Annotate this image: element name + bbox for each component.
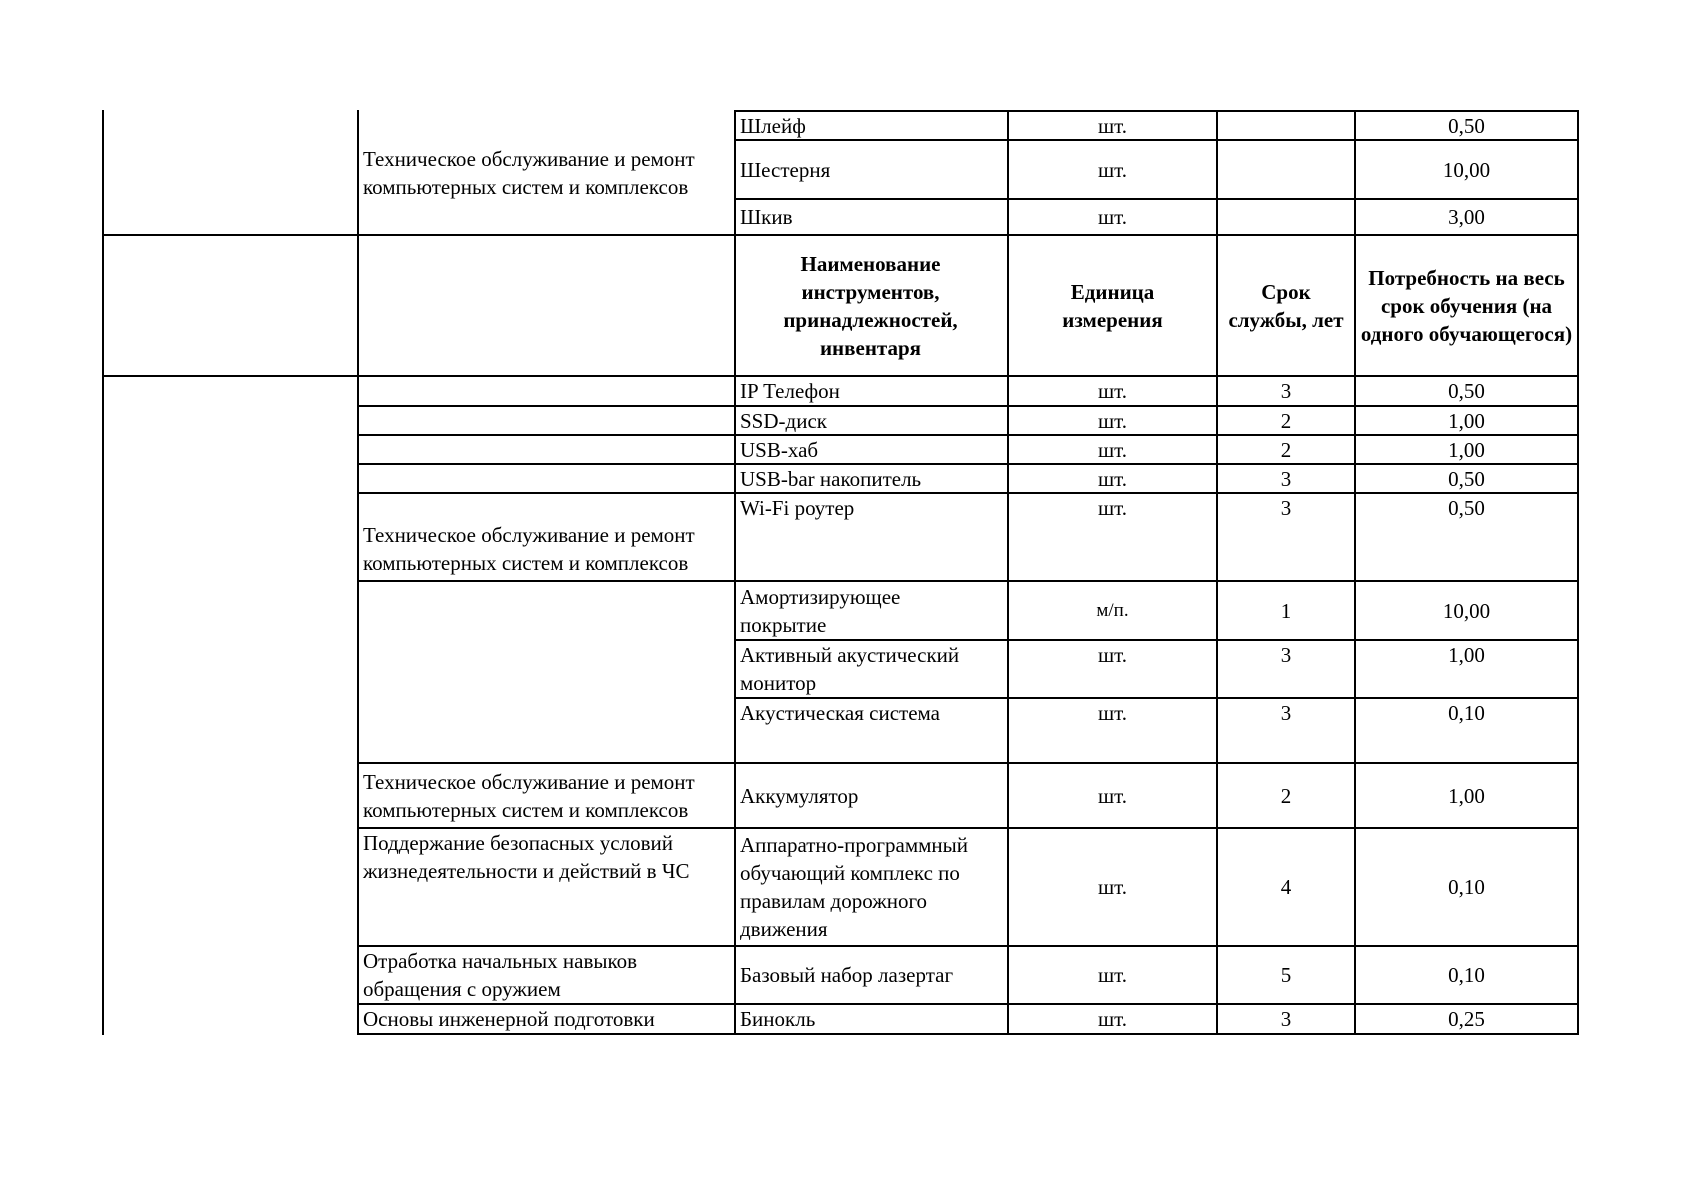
life-value: 1 bbox=[1280, 598, 1292, 623]
qty-value: 10,00 bbox=[1442, 157, 1491, 182]
qty-cell bbox=[1356, 407, 1577, 434]
item-name: Амортизирующее покрытие bbox=[740, 584, 901, 637]
unit-value: шт. bbox=[1097, 1007, 1128, 1031]
item-name: Бинокль bbox=[740, 1007, 816, 1031]
unit-value: шт. bbox=[1097, 408, 1128, 433]
item-name: Аккумулятор bbox=[740, 783, 859, 808]
life-cell bbox=[1218, 112, 1354, 139]
qty-value: 0,10 bbox=[1448, 875, 1485, 899]
unit-cell bbox=[1009, 112, 1216, 139]
table-row bbox=[736, 112, 1009, 139]
life-value: 5 bbox=[1280, 963, 1292, 987]
life-cell bbox=[1218, 465, 1354, 492]
qty-cell bbox=[1356, 699, 1577, 762]
item-name: USB-хаб bbox=[740, 437, 819, 462]
qty-value: 0,25 bbox=[1448, 1007, 1485, 1031]
qty-value: 0,10 bbox=[1448, 701, 1485, 725]
unit-cell bbox=[1009, 764, 1216, 827]
unit-cell bbox=[1009, 407, 1216, 434]
item-cell bbox=[736, 947, 1009, 1003]
header-unit-text: Единица измерения bbox=[1062, 279, 1163, 332]
item-name: IP Телефон bbox=[740, 379, 840, 403]
item-cell bbox=[736, 407, 1009, 434]
item-name: USB-bar накопитель bbox=[740, 466, 922, 491]
life-cell bbox=[1218, 377, 1354, 405]
qty-cell bbox=[1356, 141, 1577, 198]
unit-cell bbox=[1009, 1005, 1216, 1033]
unit-value: шт. bbox=[1097, 466, 1128, 491]
item-name: Базовый набор лазертаг bbox=[740, 963, 954, 987]
life-value: 3 bbox=[1280, 466, 1292, 491]
life-cell bbox=[1218, 407, 1354, 434]
item-cell bbox=[736, 1005, 1009, 1033]
discipline-text: Отработка начальных навыков обращения с оружием bbox=[363, 949, 638, 1001]
qty-value: 0,50 bbox=[1448, 496, 1485, 520]
discipline-cell bbox=[359, 764, 736, 827]
life-cell bbox=[1218, 141, 1354, 198]
header-life-text: Срок службы, лет bbox=[1228, 279, 1344, 332]
life-value: 3 bbox=[1280, 643, 1292, 667]
item-name: Шестерня bbox=[740, 157, 831, 182]
unit-cell bbox=[1009, 465, 1216, 492]
unit-cell bbox=[1009, 436, 1216, 463]
qty-cell bbox=[1356, 582, 1577, 639]
header-need bbox=[1356, 236, 1577, 375]
unit-cell bbox=[1009, 200, 1216, 234]
header-name-text: Наименование инструментов, принадлежностей, инвентаря bbox=[783, 251, 958, 360]
unit-value: шт. bbox=[1097, 437, 1128, 462]
life-value: 3 bbox=[1280, 701, 1292, 725]
life-value: 2 bbox=[1280, 437, 1292, 462]
item-cell bbox=[736, 377, 1009, 405]
life-cell bbox=[1218, 200, 1354, 234]
item-cell bbox=[736, 699, 1009, 762]
table-border-left bbox=[102, 110, 104, 1035]
qty-value: 1,00 bbox=[1448, 643, 1485, 667]
item-name: Аппаратно-программный обучающий комплекс по правилам дорожного движения bbox=[740, 833, 968, 941]
unit-cell bbox=[1009, 947, 1216, 1003]
life-cell bbox=[1218, 1005, 1354, 1033]
item-name: Активный акустический монитор bbox=[740, 643, 960, 695]
item-name: Wi-Fi роутер bbox=[740, 496, 855, 520]
unit-value: шт. bbox=[1097, 875, 1128, 899]
qty-cell bbox=[1356, 947, 1577, 1003]
header-unit bbox=[1009, 236, 1216, 375]
discipline-text: Техническое обслуживание и ремонт компьютерных систем и комплексов bbox=[363, 769, 695, 822]
discipline-text: Техническое обслуживание и ремонт компьютерных систем и комплексов bbox=[363, 147, 695, 199]
life-cell bbox=[1218, 829, 1354, 945]
qty-value: 1,00 bbox=[1448, 408, 1485, 433]
discipline-cell bbox=[359, 947, 736, 1003]
life-value: 4 bbox=[1280, 875, 1292, 899]
item-name: Шлейф bbox=[740, 113, 806, 138]
unit-value: шт. bbox=[1097, 701, 1128, 725]
qty-value: 10,00 bbox=[1442, 598, 1491, 623]
unit-cell bbox=[1009, 494, 1216, 580]
unit-value: шт. bbox=[1097, 963, 1128, 987]
discipline-cell bbox=[359, 829, 736, 945]
item-cell bbox=[736, 494, 1009, 580]
qty-cell bbox=[1356, 494, 1577, 580]
life-cell bbox=[1218, 764, 1354, 827]
qty-value: 0,50 bbox=[1448, 466, 1485, 491]
qty-value: 0,10 bbox=[1448, 963, 1485, 987]
item-name: Акустическая система bbox=[740, 701, 940, 725]
unit-value: шт. bbox=[1097, 496, 1128, 520]
discipline-text: Поддержание безопасных условий жизнедеятельности и действий в ЧС bbox=[363, 831, 690, 883]
row-border bbox=[357, 1033, 1579, 1035]
life-value: 3 bbox=[1280, 379, 1292, 403]
qty-cell bbox=[1356, 436, 1577, 463]
life-cell bbox=[1218, 947, 1354, 1003]
unit-cell bbox=[1009, 829, 1216, 945]
qty-value: 1,00 bbox=[1448, 437, 1485, 462]
item-cell bbox=[736, 764, 1009, 827]
life-value: 3 bbox=[1280, 1007, 1292, 1031]
table-row bbox=[736, 200, 1009, 234]
qty-cell bbox=[1356, 1005, 1577, 1033]
item-cell bbox=[736, 582, 1009, 639]
life-cell bbox=[1218, 699, 1354, 762]
discipline-text: Техническое обслуживание и ремонт компьютерных систем и комплексов bbox=[363, 523, 695, 575]
item-cell bbox=[736, 436, 1009, 463]
header-need-text: Потребность на весь срок обучения (на одного обучающегося) bbox=[1360, 265, 1573, 346]
item-name: Шкив bbox=[740, 205, 793, 229]
qty-value: 0,50 bbox=[1448, 379, 1485, 403]
life-cell bbox=[1218, 582, 1354, 639]
qty-cell bbox=[1356, 829, 1577, 945]
qty-value: 0,50 bbox=[1448, 113, 1485, 138]
unit-value: шт. bbox=[1097, 113, 1128, 138]
discipline-cell bbox=[359, 494, 736, 580]
discipline-cell bbox=[359, 1005, 736, 1033]
unit-cell bbox=[1009, 699, 1216, 762]
item-name: SSD-диск bbox=[740, 408, 827, 433]
discipline-text: Основы инженерной подготовки bbox=[363, 1007, 655, 1031]
qty-value: 3,00 bbox=[1448, 205, 1485, 229]
life-value: 3 bbox=[1280, 496, 1292, 520]
table-border-right bbox=[1577, 110, 1579, 1035]
unit-value: м/п. bbox=[1096, 599, 1129, 621]
header-life bbox=[1218, 236, 1354, 375]
item-cell bbox=[736, 465, 1009, 492]
table-row bbox=[736, 141, 1009, 198]
qty-cell bbox=[1356, 641, 1577, 697]
unit-cell bbox=[1009, 141, 1216, 198]
item-cell bbox=[736, 829, 1009, 945]
unit-value: шт. bbox=[1097, 157, 1128, 182]
life-value: 2 bbox=[1280, 783, 1292, 808]
qty-cell bbox=[1356, 200, 1577, 234]
item-cell bbox=[736, 641, 1009, 697]
qty-cell bbox=[1356, 764, 1577, 827]
qty-value: 1,00 bbox=[1448, 783, 1485, 808]
unit-cell bbox=[1009, 582, 1216, 639]
qty-cell bbox=[1356, 112, 1577, 139]
header-name bbox=[736, 236, 1005, 375]
unit-value: шт. bbox=[1097, 205, 1128, 229]
unit-value: шт. bbox=[1097, 379, 1128, 403]
qty-cell bbox=[1356, 377, 1577, 405]
life-cell bbox=[1218, 494, 1354, 580]
unit-value: шт. bbox=[1097, 643, 1128, 667]
unit-value: шт. bbox=[1097, 783, 1128, 808]
unit-cell bbox=[1009, 641, 1216, 697]
life-value: 2 bbox=[1280, 408, 1292, 433]
life-cell bbox=[1218, 436, 1354, 463]
life-cell bbox=[1218, 641, 1354, 697]
unit-cell bbox=[1009, 377, 1216, 405]
qty-cell bbox=[1356, 465, 1577, 492]
discipline-cell bbox=[359, 112, 736, 234]
